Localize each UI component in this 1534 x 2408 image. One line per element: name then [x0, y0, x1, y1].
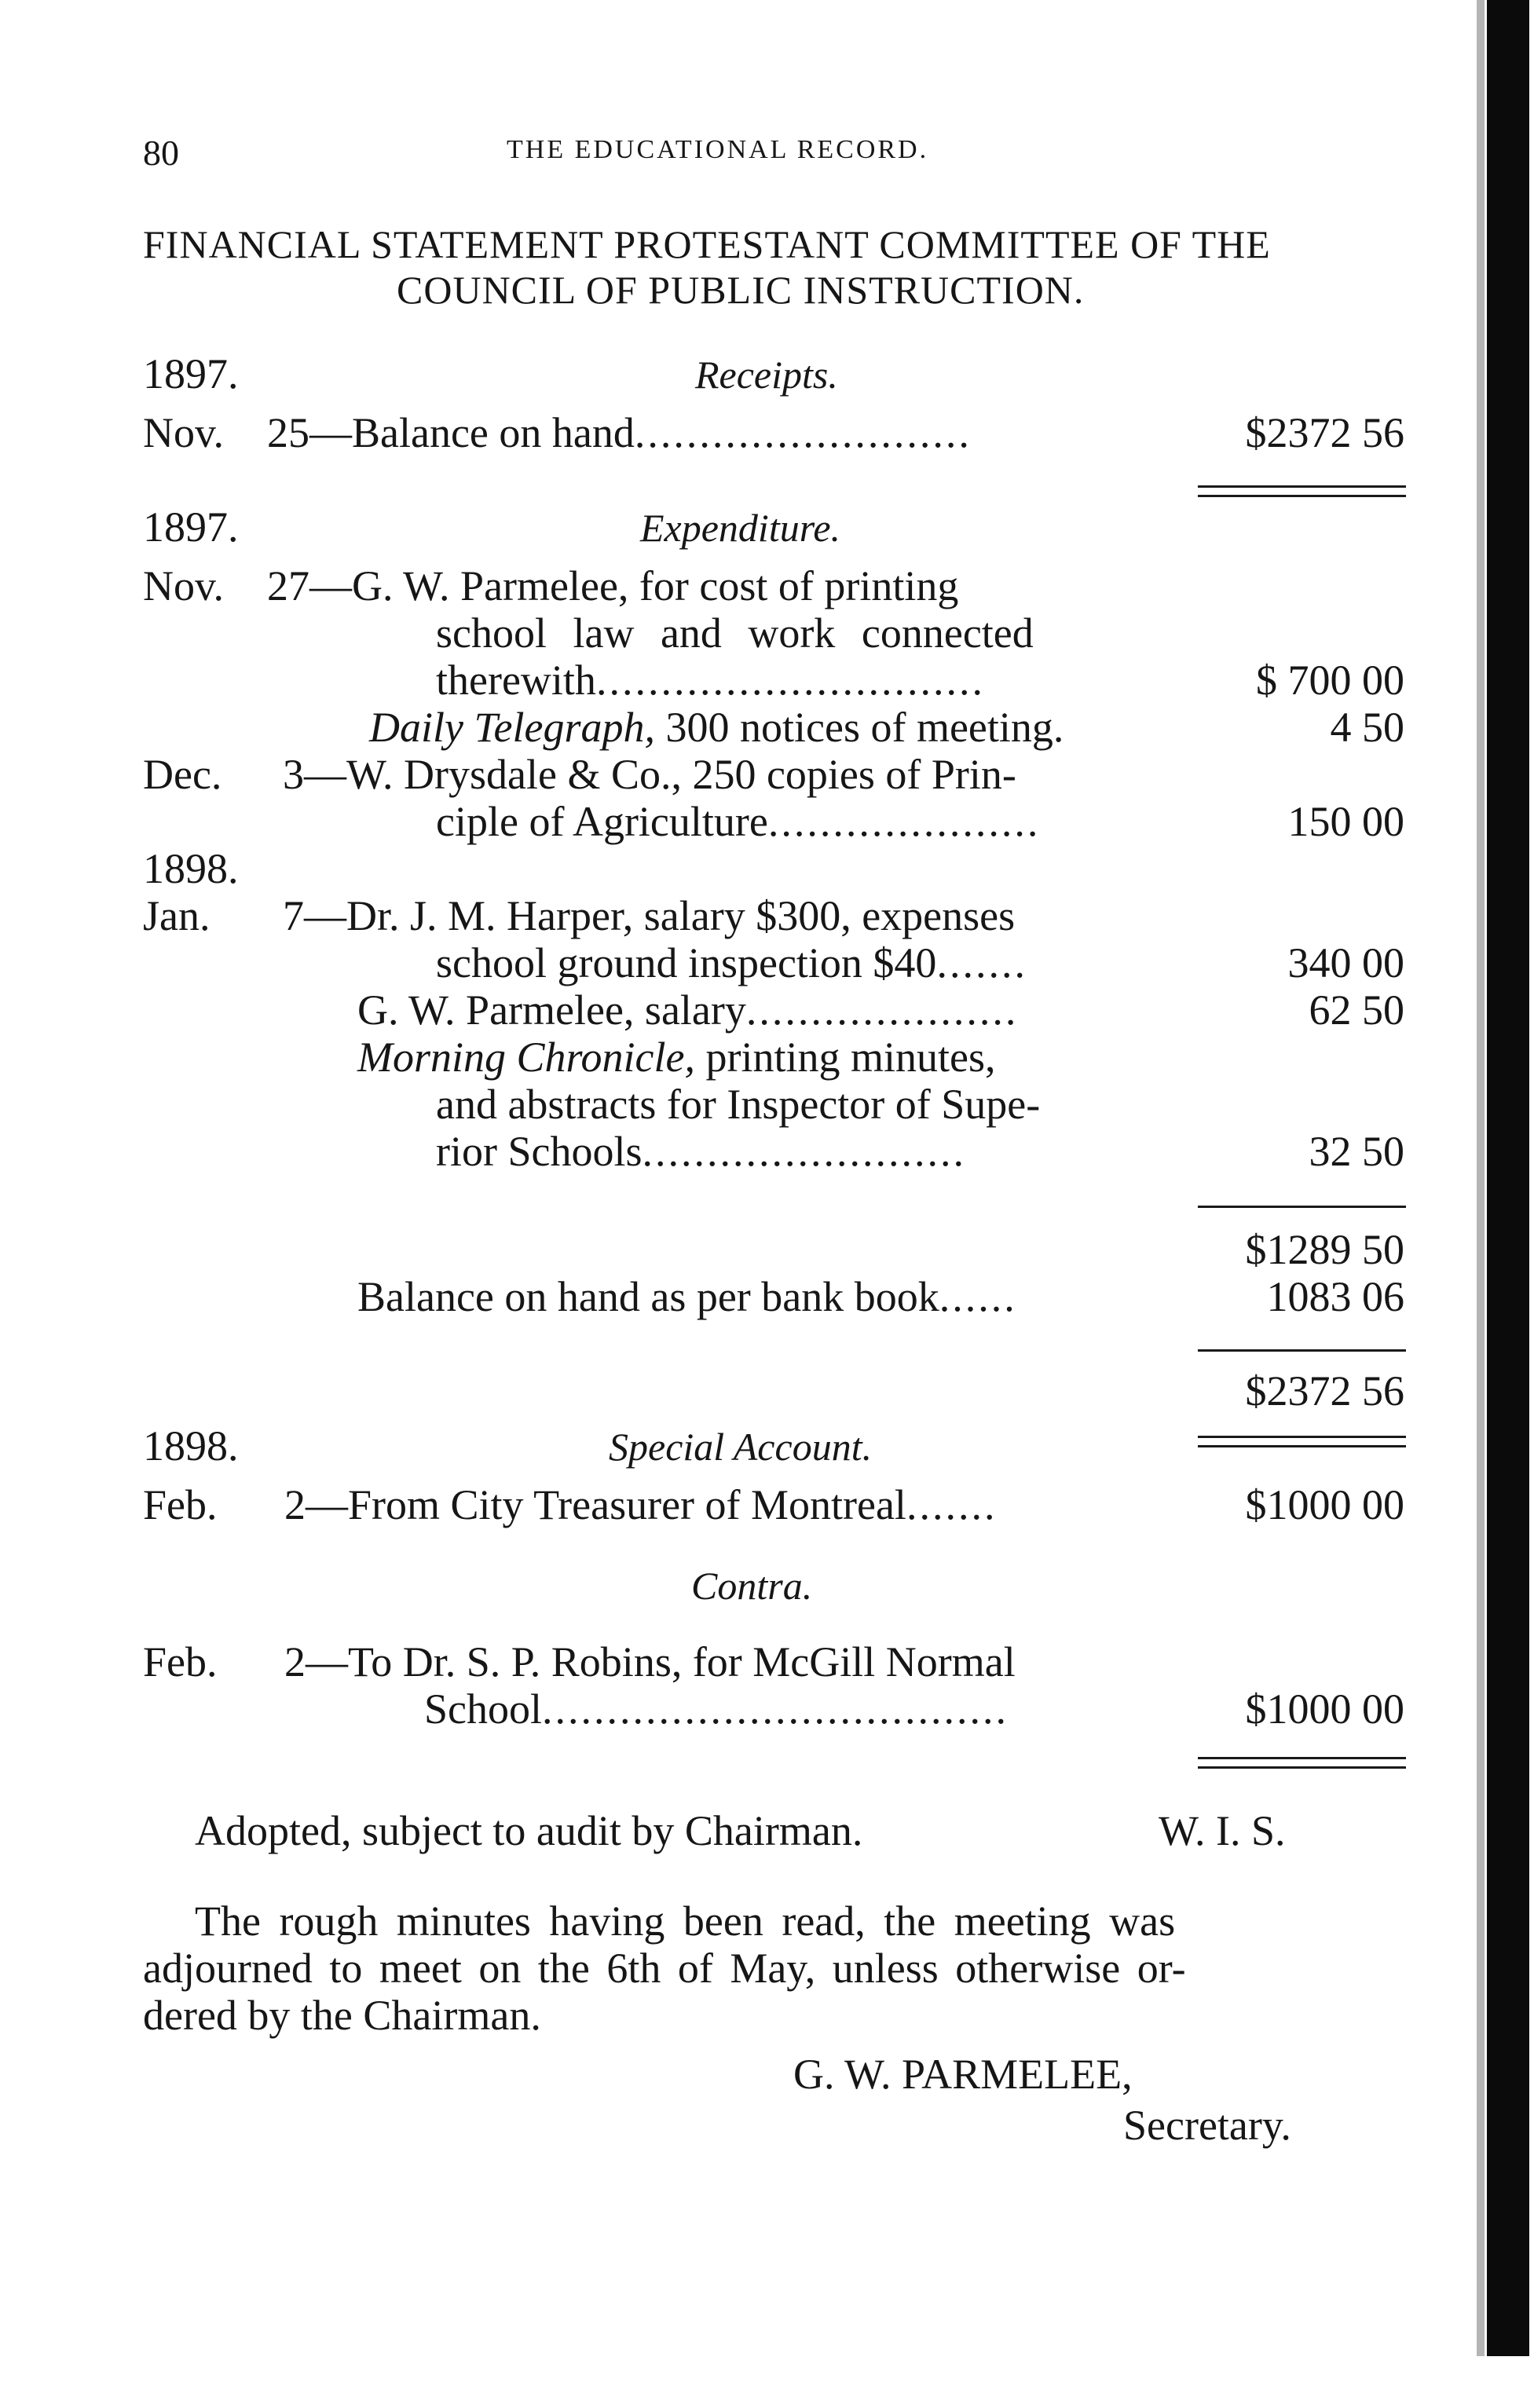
title-line-2: COUNCIL OF PUBLIC INSTRUCTION. [397, 268, 1085, 312]
minutes-line-1: The rough minutes having been read, the meeting was [195, 1897, 1176, 1945]
double-rule-top [1198, 1436, 1406, 1438]
amount-total: $2372 56 [1245, 1367, 1404, 1414]
entry-harper-line-2 [436, 939, 1027, 987]
entry-chronicle-line-2: and abstracts for Inspector of Supe- [436, 1081, 1041, 1128]
month-jan: Jan. [143, 892, 211, 939]
receipts-month: Nov. [143, 409, 224, 456]
leader-dots: ...... [939, 1273, 1017, 1320]
leader-dots: ..................... [745, 986, 1019, 1034]
leader-dots: ....... [936, 939, 1027, 986]
expenditure-heading: Expenditure. [640, 506, 841, 550]
robins-text: School [424, 1685, 543, 1733]
city-treasurer-text: 2—From City Treasurer of Montreal [284, 1481, 906, 1528]
month-feb-contra: Feb. [143, 1638, 218, 1685]
amount-parmelee-printing: $ 700 00 [1256, 657, 1404, 704]
chronicle-name: Morning Chronicle, [357, 1034, 695, 1081]
amount-drysdale: 150 00 [1287, 798, 1404, 845]
receipts-heading: Receipts. [695, 353, 838, 397]
chronicle-text: printing minutes, [694, 1034, 996, 1081]
amount-robins: $1000 00 [1245, 1685, 1404, 1733]
month-dec: Dec. [143, 751, 222, 798]
amount-balance: 1083 06 [1266, 1273, 1404, 1320]
signature-role: Secretary. [1123, 2102, 1291, 2149]
special-year: 1898. [143, 1422, 239, 1469]
amount-parmelee-salary: 62 50 [1309, 986, 1404, 1034]
double-rule-bottom [1198, 495, 1406, 497]
amount-telegraph: 4 50 [1330, 704, 1404, 751]
receipts-entry-text: 25—Balance on hand [267, 409, 635, 456]
chronicle-line-3-text: rior Schools [436, 1128, 643, 1175]
parmelee-salary-text: G. W. Parmelee, salary [357, 986, 746, 1034]
drysdale-text: ciple of Agriculture [436, 798, 768, 845]
leader-dots: .......................... [634, 409, 972, 456]
title-line-1: FINANCIAL STATEMENT PROTESTANT COMMITTEE OF THE [143, 222, 1271, 266]
leader-dots: .................................... [542, 1685, 1009, 1733]
entry-robins-line-1: 2—To Dr. S. P. Robins, for McGill Normal [284, 1638, 1016, 1685]
minutes-line-2: adjourned to meet on the 6th of May, unless otherwise or- [143, 1945, 1186, 1992]
minutes-line-3: dered by the Chairman. [143, 1992, 541, 2039]
entry-chronicle-line-3 [436, 1127, 966, 1176]
signature-name: G. W. PARMELEE, [793, 2051, 1133, 2098]
entry-drysdale-line-1: 3—W. Drysdale & Co., 250 copies of Prin- [283, 751, 1016, 798]
double-rule-bottom [1198, 1766, 1406, 1769]
entry-harper-line-1: 7—Dr. J. M. Harper, salary $300, expenses [283, 892, 1016, 939]
leader-dots: .............................. [595, 657, 985, 704]
receipts-year: 1897. [143, 350, 239, 397]
entry-parmelee-line-2: school law and work connected [436, 609, 1034, 657]
year-1898: 1898. [143, 845, 239, 892]
harper-text: school ground inspection $40 [436, 939, 937, 986]
amount-chronicle: 32 50 [1309, 1128, 1404, 1175]
leader-dots: ....... [906, 1481, 998, 1528]
month-feb: Feb. [143, 1481, 218, 1528]
double-rule-top [1198, 1757, 1406, 1759]
balance-bank-book [357, 1272, 1017, 1321]
expenditure-year: 1897. [143, 503, 239, 551]
page-number: 80 [143, 133, 179, 173]
entry-drysdale-line-2 [436, 797, 1040, 846]
special-heading: Special Account. [609, 1425, 873, 1469]
leader-dots: ......................... [642, 1128, 966, 1175]
entry-telegraph [369, 703, 1064, 752]
entry-parmelee-line-3 [436, 656, 985, 704]
amount-city-treasurer: $1000 00 [1245, 1481, 1404, 1528]
double-rule-top [1198, 485, 1406, 488]
receipts-entry [267, 408, 972, 457]
entry-parmelee-line-1: 27—G. W. Parmelee, for cost of printing [267, 562, 959, 609]
month-nov: Nov. [143, 562, 224, 609]
entry-parmelee-salary [357, 986, 1018, 1034]
page-edge-black-bar [1487, 0, 1529, 2356]
page-edge-shadow [1477, 0, 1485, 2356]
amount-subtotal: $1289 50 [1245, 1226, 1404, 1273]
entry-chronicle-line-1 [357, 1033, 995, 1081]
receipts-amount: $2372 56 [1245, 409, 1404, 456]
contra-heading: Contra. [691, 1564, 813, 1608]
entry-city-treasurer [284, 1480, 997, 1529]
amount-harper: 340 00 [1287, 939, 1404, 986]
double-rule-bottom [1198, 1445, 1406, 1447]
balance-bank-book-text: Balance on hand as per bank book [357, 1273, 939, 1320]
telegraph-text: 300 notices of meeting. [655, 704, 1064, 751]
initials: W. I. S. [1159, 1807, 1286, 1854]
subtotal-rule [1198, 1206, 1406, 1208]
leader-dots: ..................... [767, 798, 1041, 845]
adopted-line: Adopted, subject to audit by Chairman. [195, 1807, 863, 1854]
entry-robins-line-2 [424, 1685, 1009, 1733]
total-rule [1198, 1349, 1406, 1352]
running-header: THE EDUCATIONAL RECORD. [507, 135, 929, 164]
telegraph-name: Daily Telegraph, [369, 704, 655, 751]
entry-parmelee-text: therewith [436, 657, 596, 704]
